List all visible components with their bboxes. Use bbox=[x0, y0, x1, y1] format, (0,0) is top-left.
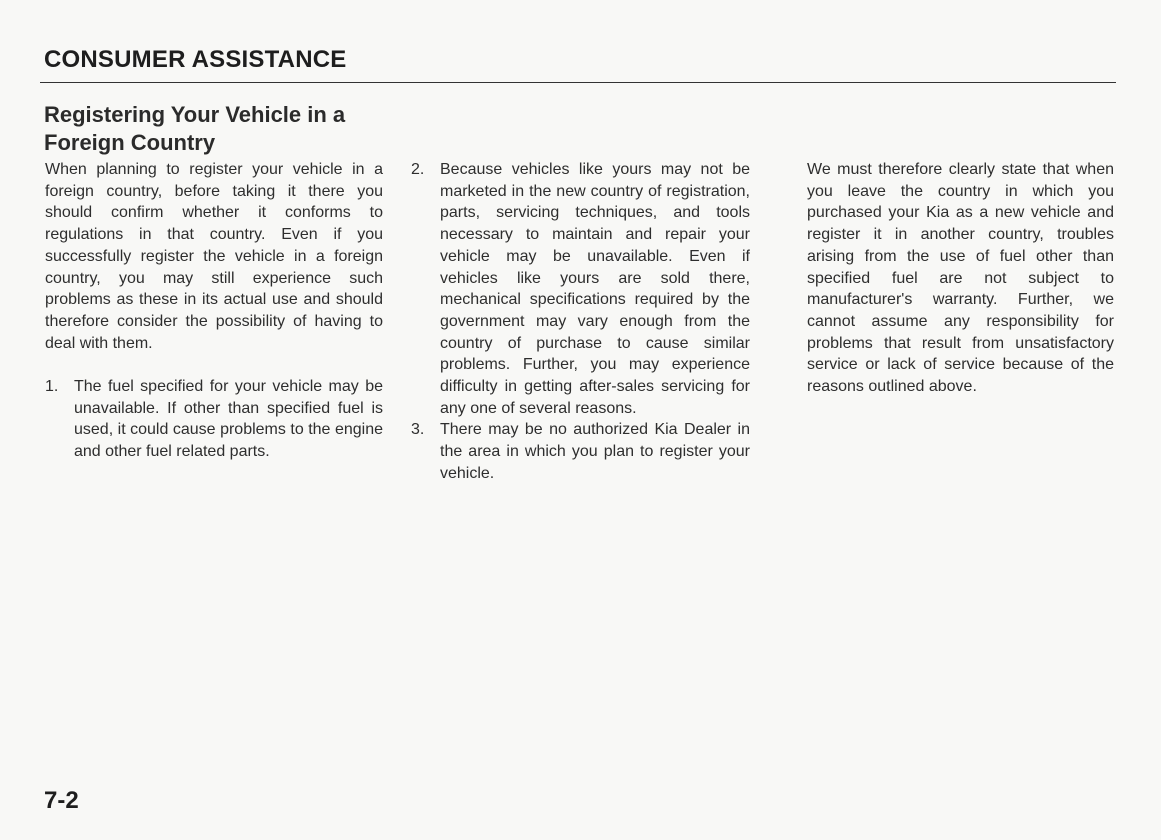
page-number: 7-2 bbox=[44, 787, 79, 814]
list-item-number: 2. bbox=[411, 161, 425, 178]
paragraph-gap bbox=[45, 354, 383, 376]
list-item-text: There may be no authorized Kia Dealer in the area in which you plan to register your vehicle. bbox=[440, 421, 750, 482]
intro-paragraph: When planning to register your vehicle in a foreign country, before taking it there you should confirm whether it conforms to regulations in that country. Even if you successfully register the vehicle in a foreign country, you may still experience such problems as these in its actual use and should therefore consider the possibility of having to deal with them. bbox=[45, 161, 383, 352]
column-right bbox=[807, 159, 1114, 398]
list-item-number: 1. bbox=[45, 378, 59, 396]
list-item-3 bbox=[411, 419, 750, 484]
section-header: CONSUMER ASSISTANCE bbox=[44, 46, 347, 73]
list-item-2 bbox=[411, 159, 750, 419]
list-item-text: The fuel specified for your vehicle may be unavailable. If other than specified fuel is used, it could cause problems to the engine and other fuel related parts. bbox=[74, 378, 383, 461]
list-item-1 bbox=[45, 376, 383, 463]
list-item-text: Because vehicles like yours may not be marketed in the new country of registration, parts, servicing techniques, and tools necessary to maintain and repair your vehicle may be unavailable. Even if vehicles like yours are sold there, mechanical specifications required by the government may vary enough from the country of purchase to cause similar problems. Further, you may experience difficulty in getting after-sales servicing for any one of several reasons. bbox=[440, 161, 750, 417]
conclusion-paragraph: We must therefore clearly state that when you leave the country in which you purchased your Kia as a new vehicle and register it in another country, troubles arising from the use of fuel other than specified fuel are not subject to manufacturer's warranty. Further, we cannot assume any responsibility for problems that result from unsatisfactory service or lack of service because of the reasons outlined above. bbox=[807, 161, 1114, 396]
header-rule bbox=[40, 82, 1116, 83]
article-title: Registering Your Vehicle in a Foreign Country bbox=[44, 102, 346, 155]
column-left bbox=[45, 159, 383, 463]
list-item-number: 3. bbox=[411, 421, 425, 439]
column-middle bbox=[411, 159, 750, 485]
